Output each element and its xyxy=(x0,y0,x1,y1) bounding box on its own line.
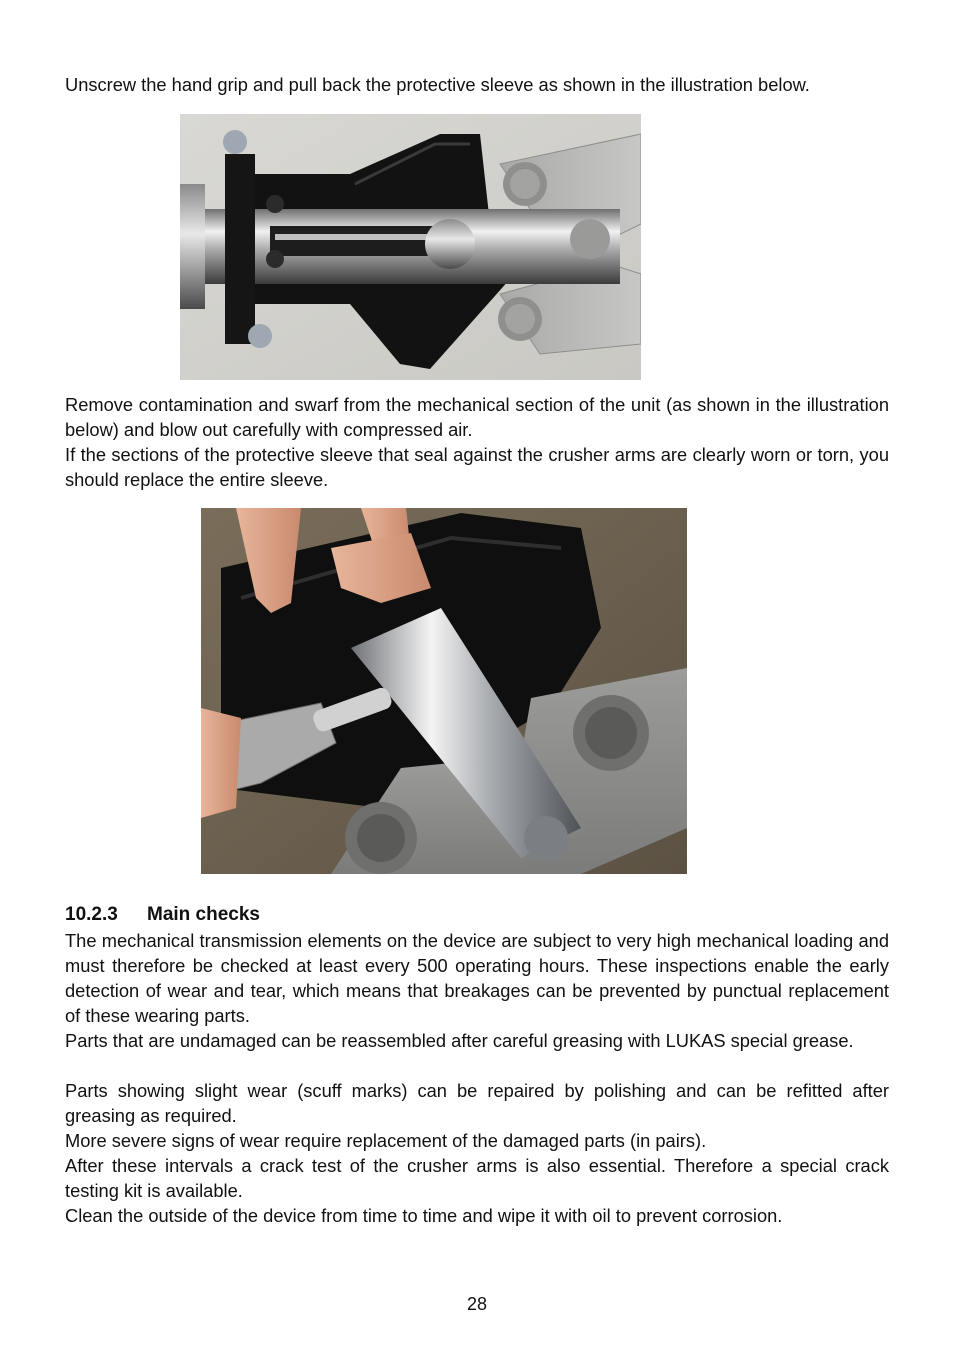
photo-cleaning-with-air xyxy=(201,508,687,874)
checks-paragraph-2: Parts that are undamaged can be reassembled after careful greasing with LUKAS special grease. xyxy=(65,1030,854,1051)
section-title: Main checks xyxy=(147,904,260,925)
checks-paragraph-1: The mechanical transmission elements on the device are subject to very high mechanical loading and must therefore be checked at least every 500 operating hours. These inspections enable the early detection of wear and tear, which means that breakages can be prevented by punctual replacement of these wearing parts. xyxy=(65,930,889,1026)
remove-contamination-text: Remove contamination and swarf from the mechanical section of the unit (as shown in the illustration below) and blow out carefully with compressed air. xyxy=(65,394,889,440)
checks-paragraph-3: Parts showing slight wear (scuff marks) can be repaired by polishing and can be refitted after greasing as required. xyxy=(65,1080,889,1126)
section-heading xyxy=(65,902,260,927)
checks-paragraph-6: Clean the outside of the device from time to time and wipe it with oil to prevent corrosion. xyxy=(65,1205,783,1226)
intro-text: Unscrew the hand grip and pull back the protective sleeve as shown in the illustration below. xyxy=(65,74,810,95)
page-number: 28 xyxy=(466,1294,488,1314)
sleeve-replacement-text: If the sections of the protective sleeve that seal against the crusher arms are clearly worn or torn, you should replace the entire sleeve. xyxy=(65,444,889,490)
section-number: 10.2.3 xyxy=(65,904,118,925)
checks-paragraph-4: More severe signs of wear require replacement of the damaged parts (in pairs). xyxy=(65,1130,707,1151)
checks-paragraph-5: After these intervals a crack test of the crusher arms is also essential. Therefore a special crack testing kit is available. xyxy=(65,1155,889,1201)
photo-sleeve-pulled-back xyxy=(180,114,641,380)
